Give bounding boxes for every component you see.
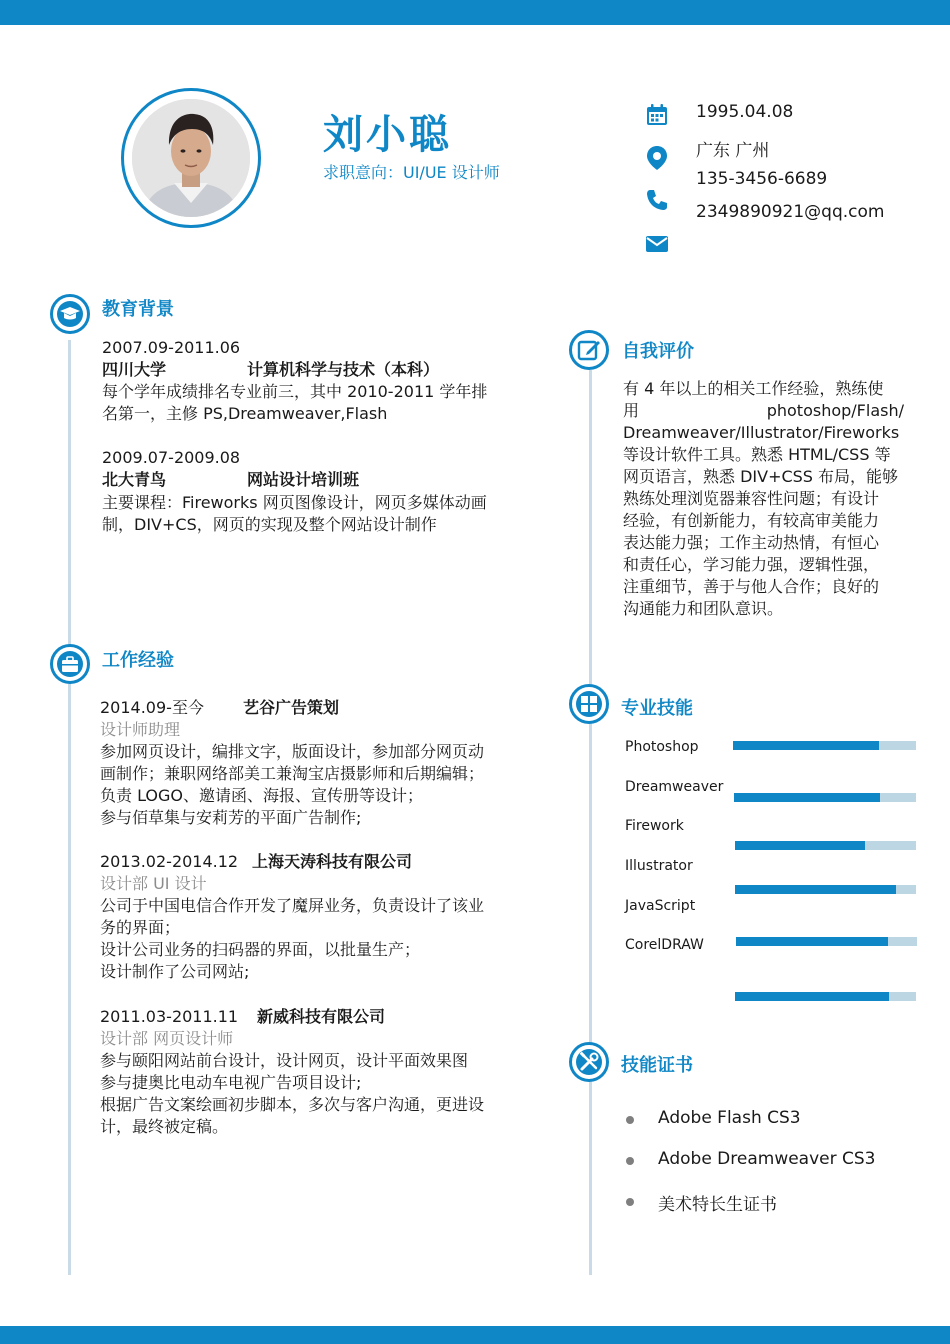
cert-item: 美术特长生证书 bbox=[658, 1195, 777, 1215]
portrait-image bbox=[132, 99, 250, 217]
work-section-icon bbox=[50, 644, 90, 684]
work-2-period: 2013.02-2014.12 bbox=[100, 852, 239, 871]
work-2-company: 上海天涛科技有限公司 bbox=[252, 852, 413, 871]
skill-bar-track bbox=[734, 793, 916, 802]
self-eval-line: 沟通能力和团队意识。 bbox=[623, 599, 784, 618]
candidate-name: 刘小聪 bbox=[323, 112, 452, 158]
skills-section-icon bbox=[569, 684, 609, 724]
work-3-company: 新威科技有限公司 bbox=[257, 1007, 386, 1026]
self-eval-line: 熟练处理浏览器兼容性问题；有设计 bbox=[623, 489, 880, 508]
skill-bar-fill bbox=[733, 741, 879, 750]
work-2-role: 设计部 UI 设计 bbox=[100, 874, 207, 893]
education-title: 教育背景 bbox=[102, 299, 174, 320]
skill-name: Illustrator bbox=[625, 858, 693, 874]
work-1-role: 设计师助理 bbox=[100, 720, 181, 739]
right-timeline bbox=[589, 370, 592, 1275]
phone-icon bbox=[645, 188, 669, 212]
self-eval-line: 等设计软件工具。熟悉 HTML/CSS 等 bbox=[623, 445, 891, 464]
work-1-desc-line: 负责 LOGO、邀请函、海报、宣传册等设计； bbox=[100, 786, 424, 805]
self-eval-line: 注重细节，善于与他人合作；良好的 bbox=[623, 577, 880, 596]
certs-section-icon bbox=[569, 1042, 609, 1082]
graduation-cap-icon bbox=[57, 301, 83, 327]
certs-title: 技能证书 bbox=[621, 1055, 693, 1076]
work-2-desc-line: 务的界面； bbox=[100, 918, 181, 937]
work-3-desc-line: 参与捷奥比电动车电视广告项目设计; bbox=[100, 1073, 362, 1092]
work-3-desc-line: 根据广告文案绘画初步脚本，多次与客户沟通，更进设 bbox=[100, 1095, 485, 1114]
mail-icon bbox=[645, 234, 669, 258]
work-1-desc-line: 参与佰草集与安莉芳的平面广告制作; bbox=[100, 808, 362, 827]
top-accent-bar bbox=[0, 0, 950, 25]
self-eval-title: 自我评价 bbox=[622, 341, 694, 362]
education-section-icon bbox=[50, 294, 90, 334]
grid-icon bbox=[576, 691, 602, 717]
self-eval-line: 和责任心，学习能力强，逻辑性强， bbox=[623, 555, 880, 574]
edu-2-desc-line: 主要课程：Fireworks 网页图像设计，网页多媒体动画 bbox=[102, 493, 487, 512]
edu-1-period: 2007.09-2011.06 bbox=[102, 338, 241, 357]
self-eval-text bbox=[623, 378, 904, 620]
self-eval-line: 用 photoshop/Flash/ bbox=[623, 401, 904, 420]
avatar bbox=[132, 99, 250, 217]
self-eval-section-icon bbox=[569, 330, 609, 370]
skill-bar-track bbox=[735, 841, 916, 850]
work-2-desc-line: 公司于中国电信合作开发了魔屏业务，负责设计了该业 bbox=[100, 896, 485, 915]
skill-name: CorelDRAW bbox=[625, 937, 704, 953]
skill-bar-track bbox=[735, 992, 916, 1001]
skill-bar-fill bbox=[734, 793, 880, 802]
edu-1-major: 计算机科学与技术（本科） bbox=[247, 360, 440, 379]
skill-bar-fill bbox=[735, 992, 889, 1001]
edu-2-major: 网站设计培训班 bbox=[247, 470, 360, 489]
edu-2-desc-line: 制，DIV+CS，网页的实现及整个网站设计制作 bbox=[102, 515, 437, 534]
self-eval-line: 网页语言，熟悉 DIV+CSS 布局，能够 bbox=[623, 467, 899, 486]
skill-name: Photoshop bbox=[625, 739, 699, 755]
calendar-icon bbox=[645, 103, 669, 127]
work-1-company: 艺谷广告策划 bbox=[243, 698, 340, 717]
birthday-text: 1995.04.08 bbox=[696, 102, 794, 122]
work-3-desc-line: 计，最终被定稿。 bbox=[100, 1117, 229, 1136]
bottom-accent-bar bbox=[0, 1326, 950, 1344]
work-1-desc-line: 参加网页设计，编排文字，版面设计，参加部分网页动 bbox=[100, 742, 485, 761]
self-eval-line: 有 4 年以上的相关工作经验，熟练使 bbox=[623, 379, 884, 398]
work-3-desc-line: 参与颐阳网站前台设计，设计网页，设计平面效果图 bbox=[100, 1051, 469, 1070]
self-eval-line: Dreamweaver/Illustrator/Fireworks bbox=[623, 423, 900, 442]
edu-1-school: 四川大学 bbox=[102, 360, 167, 379]
edit-icon bbox=[576, 337, 602, 363]
job-intent: 求职意向：UI/UE 设计师 bbox=[323, 163, 500, 182]
edu-1-desc-line: 名第一，主修 PS,Dreamweaver,Flash bbox=[102, 404, 388, 423]
briefcase-icon bbox=[57, 651, 83, 677]
skill-bar-fill bbox=[735, 841, 865, 850]
location-pin-icon bbox=[645, 145, 669, 169]
skill-name: JavaScript bbox=[625, 898, 696, 914]
cert-item: Adobe Flash CS3 bbox=[658, 1108, 801, 1128]
skill-bar-track bbox=[733, 741, 916, 750]
skill-bar-track bbox=[736, 937, 917, 946]
bullet-icon bbox=[626, 1198, 634, 1206]
work-2-desc-line: 设计公司业务的扫码器的界面，以批量生产； bbox=[100, 940, 421, 959]
cert-item: Adobe Dreamweaver CS3 bbox=[658, 1149, 876, 1169]
work-3-role: 设计部 网页设计师 bbox=[100, 1029, 234, 1048]
bullet-icon bbox=[626, 1157, 634, 1165]
self-eval-line: 表达能力强；工作主动热情，有恒心 bbox=[623, 533, 880, 552]
location-text: 广东 广州 bbox=[696, 141, 770, 161]
skill-name: Dreamweaver bbox=[625, 779, 724, 795]
work-1-desc-line: 画制作；兼职网络部美工兼淘宝店摄影师和后期编辑； bbox=[100, 764, 485, 783]
tools-icon bbox=[576, 1049, 602, 1075]
skill-bar-fill bbox=[735, 885, 896, 894]
work-title: 工作经验 bbox=[102, 650, 174, 671]
email-text: 2349890921@qq.com bbox=[696, 202, 885, 222]
bullet-icon bbox=[626, 1116, 634, 1124]
skill-name: Firework bbox=[625, 818, 684, 834]
left-timeline bbox=[68, 340, 71, 1275]
edu-1-desc-line: 每个学年成绩排名专业前三，其中 2010-2011 学年排 bbox=[102, 382, 488, 401]
skills-title: 专业技能 bbox=[621, 698, 693, 719]
skill-bar-fill bbox=[736, 937, 888, 946]
work-2-desc-line: 设计制作了公司网站; bbox=[100, 962, 250, 981]
self-eval-line: 经验，有创新能力，有较高审美能力 bbox=[623, 511, 880, 530]
work-1-period: 2014.09-至今 bbox=[100, 698, 204, 717]
edu-2-school: 北大青鸟 bbox=[102, 470, 167, 489]
skill-bar-track bbox=[735, 885, 916, 894]
work-3-period: 2011.03-2011.11 bbox=[100, 1007, 239, 1026]
phone-text: 135-3456-6689 bbox=[696, 169, 828, 189]
edu-2-period: 2009.07-2009.08 bbox=[102, 448, 241, 467]
